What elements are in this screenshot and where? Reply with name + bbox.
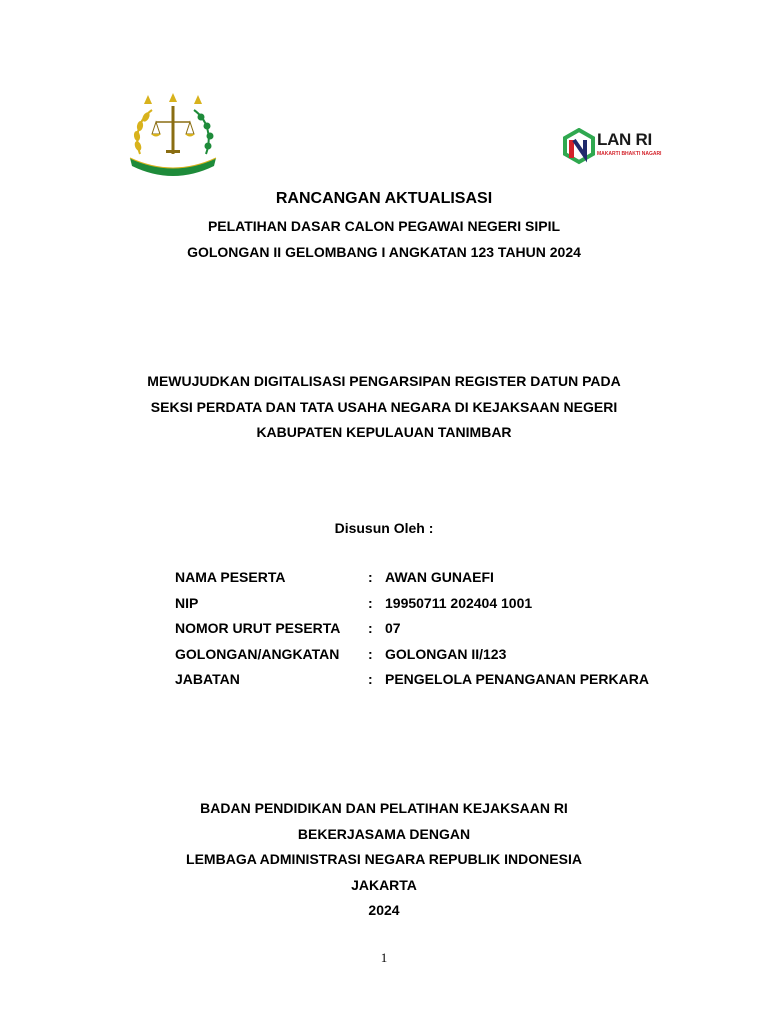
- info-value: PENGELOLA PENANGANAN PERKARA: [385, 671, 649, 687]
- footer-line-3: LEMBAGA ADMINISTRASI NEGARA REPUBLIK INDONESIA: [186, 851, 582, 867]
- info-separator: :: [368, 671, 373, 687]
- page-number: 1: [380, 950, 388, 965]
- topic-line-3: KABUPATEN KEPULAUAN TANIMBAR: [256, 424, 512, 440]
- footer-block: [0, 796, 768, 924]
- lan-ri-logo-icon: [563, 128, 662, 168]
- info-separator: :: [368, 594, 373, 611]
- author-heading: Disusun Oleh :: [334, 520, 434, 536]
- info-label: NAMA PESERTA: [175, 569, 286, 585]
- topic-block: [0, 369, 768, 446]
- info-separator: :: [368, 620, 373, 636]
- kejaksaan-emblem-icon: [126, 92, 220, 178]
- info-separator: :: [368, 569, 373, 585]
- subtitle-line-1: PELATIHAN DASAR CALON PEGAWAI NEGERI SIPIL: [207, 218, 561, 234]
- lan-ri-wordmark: LAN RI: [597, 130, 652, 149]
- info-label: NIP: [175, 594, 199, 611]
- document-title: RANCANGAN AKTUALISASI: [275, 190, 493, 207]
- info-value: AWAN GUNAEFI: [385, 569, 494, 585]
- footer-line-1: BADAN PENDIDIKAN DAN PELATIHAN KEJAKSAAN RI: [200, 800, 568, 816]
- footer-line-2: BEKERJASAMA DENGAN: [297, 825, 471, 842]
- info-label: JABATAN: [175, 671, 240, 687]
- info-label: GOLONGAN/ANGKATAN: [175, 645, 340, 662]
- info-value: 19950711 202404 1001: [385, 594, 533, 611]
- info-separator: :: [368, 645, 373, 662]
- footer-city: JAKARTA: [351, 876, 417, 893]
- info-value: GOLONGAN II/123: [385, 645, 507, 662]
- topic-line-1: MEWUJUDKAN DIGITALISASI PENGARSIPAN REGISTER DATUN PADA: [147, 373, 621, 389]
- info-label: NOMOR URUT PESERTA: [175, 620, 341, 636]
- footer-year: 2024: [368, 902, 400, 918]
- subtitle-line-2: GOLONGAN II GELOMBANG I ANGKATAN 123 TAHUN 2024: [187, 244, 581, 260]
- info-value: 07: [385, 620, 401, 636]
- topic-line-2: SEKSI PERDATA DAN TATA USAHA NEGARA DI KEJAKSAAN NEGERI: [150, 398, 618, 415]
- lan-ri-tagline: MAKARTI BHAKTI NAGARI: [597, 151, 662, 157]
